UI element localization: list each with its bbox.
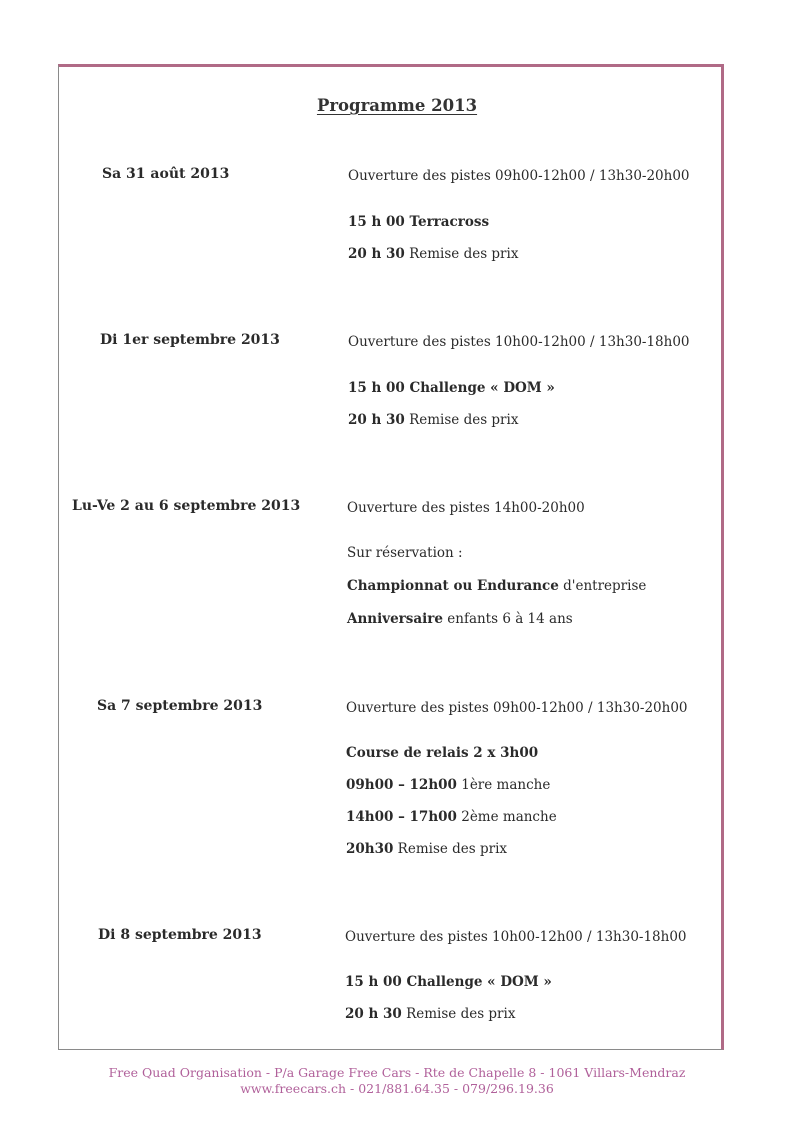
schedule-line: Ouverture des pistes 10h00-12h00 / 13h30-18h00 — [348, 334, 690, 350]
schedule-line: 15 h 00 Terracross — [348, 214, 490, 230]
schedule-line: Championnat ou Endurance d'entreprise — [347, 578, 647, 594]
schedule-line: Ouverture des pistes 14h00-20h00 — [347, 500, 585, 516]
day-date: Lu-Ve 2 au 6 septembre 2013 — [72, 498, 301, 514]
footer-contact: www.freecars.ch - 021/881.64.35 - 079/296.19.36 — [240, 1081, 554, 1096]
day-date: Di 1er septembre 2013 — [100, 332, 280, 348]
schedule-line: 15 h 00 Challenge « DOM » — [345, 974, 552, 990]
schedule-line: 14h00 – 17h00 2ème manche — [346, 809, 557, 825]
schedule-line: 20 h 30 Remise des prix — [345, 1006, 516, 1022]
schedule-line: 09h00 – 12h00 1ère manche — [346, 777, 551, 793]
schedule-line: 20 h 30 Remise des prix — [348, 412, 519, 428]
day-date: Sa 31 août 2013 — [102, 166, 230, 182]
schedule-line: 20h30 Remise des prix — [346, 841, 508, 857]
page-title: Programme 2013 — [316, 96, 478, 115]
schedule-line: Ouverture des pistes 10h00-12h00 / 13h30-18h00 — [345, 929, 687, 945]
schedule-line: Anniversaire enfants 6 à 14 ans — [347, 611, 573, 627]
schedule-line: 15 h 00 Challenge « DOM » — [348, 380, 555, 396]
schedule-line: 20 h 30 Remise des prix — [348, 246, 519, 262]
schedule-line: Course de relais 2 x 3h00 — [346, 745, 539, 761]
schedule-line: Sur réservation : — [347, 545, 463, 561]
schedule-line: Ouverture des pistes 09h00-12h00 / 13h30-20h00 — [348, 168, 690, 184]
day-date: Sa 7 septembre 2013 — [97, 698, 263, 714]
schedule-line: Ouverture des pistes 09h00-12h00 / 13h30-20h00 — [346, 700, 688, 716]
footer-address: Free Quad Organisation - P/a Garage Free Cars - Rte de Chapelle 8 - 1061 Villars-Mendraz — [108, 1065, 686, 1080]
day-date: Di 8 septembre 2013 — [98, 927, 262, 943]
